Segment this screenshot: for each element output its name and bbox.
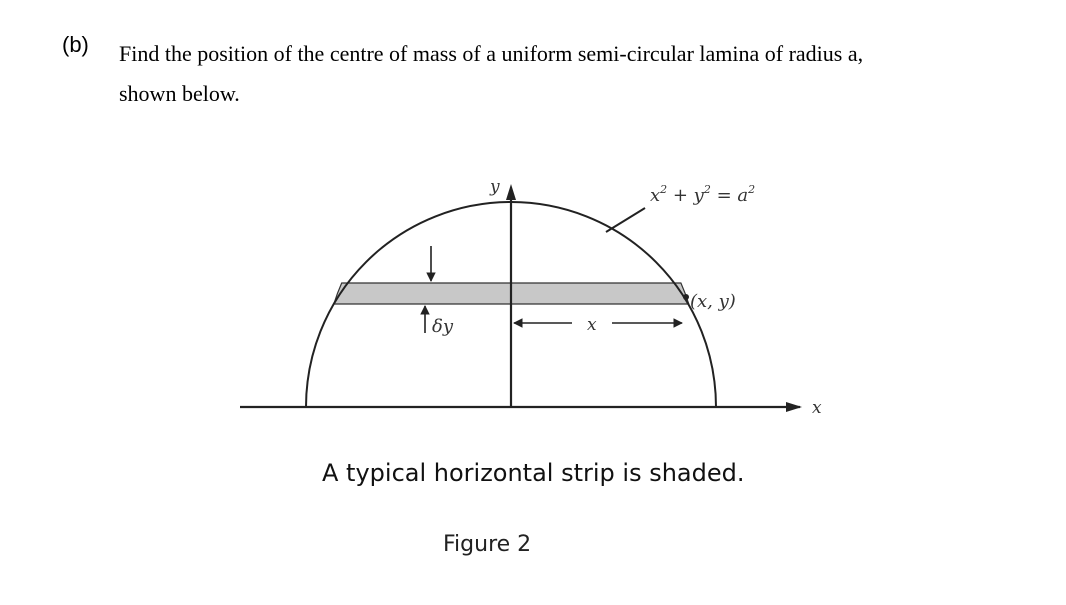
curve-label-x: x bbox=[650, 185, 661, 206]
curve-equation-label bbox=[650, 183, 755, 206]
curve-label-a-exp: 2 bbox=[748, 183, 756, 196]
x-axis-label: x bbox=[812, 398, 822, 418]
question-line-1: Find the position of the centre of mass of a uniform semi-circular lamina of radius a, bbox=[119, 41, 864, 66]
curve-label-y-exp: 2 bbox=[703, 183, 711, 196]
figure-label: Figure 2 bbox=[443, 532, 532, 557]
figure-caption: A typical horizontal strip is shaded. bbox=[322, 459, 745, 487]
y-axis-label: y bbox=[490, 177, 500, 197]
horizontal-distance-label: x bbox=[587, 315, 597, 335]
curve-label-equals-a: = a bbox=[710, 185, 749, 206]
point-marker bbox=[683, 294, 689, 300]
curve-label-plus-y: + y bbox=[667, 185, 704, 206]
question-line-2: shown below. bbox=[119, 81, 240, 106]
x-axis-arrowhead bbox=[786, 402, 802, 412]
strip-width-label: δy bbox=[432, 316, 454, 337]
point-label: (x, y) bbox=[690, 291, 736, 312]
curve-label-leader bbox=[606, 208, 645, 232]
curve-label-x-exp: 2 bbox=[660, 183, 668, 196]
question-part-label: (b) bbox=[62, 32, 89, 57]
y-axis-arrowhead bbox=[506, 184, 516, 200]
